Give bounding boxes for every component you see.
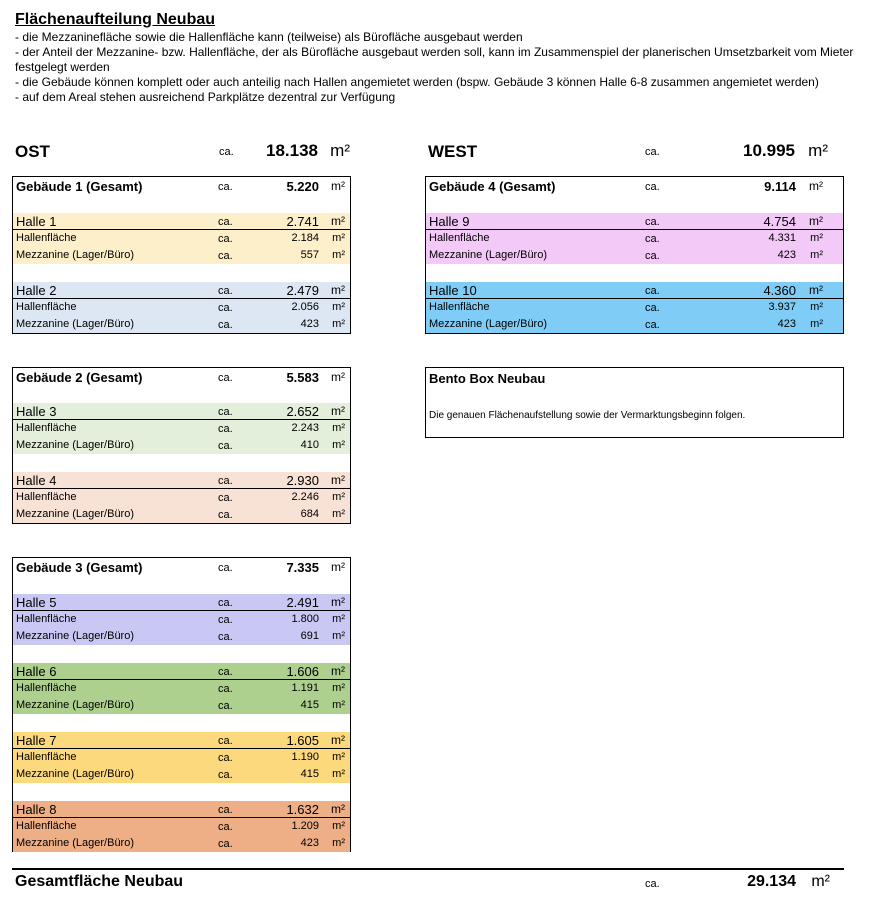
sub-value: 423: [300, 837, 319, 849]
sub-label: Mezzanine (Lager/Büro): [16, 249, 135, 261]
hall-value: 4.754: [763, 214, 796, 229]
sub-row: [13, 437, 350, 454]
unit-label: m²: [331, 283, 345, 297]
sub-value: 2.243: [291, 422, 319, 434]
ca-label: ca.: [218, 285, 233, 297]
ca-label: ca.: [218, 216, 233, 228]
ca-label: ca.: [645, 146, 660, 158]
hall-value: 1.606: [286, 664, 319, 679]
building-value: 5.583: [286, 370, 319, 385]
ost-label: OST: [15, 142, 50, 161]
unit-label: m²: [811, 873, 830, 890]
total-row: [15, 872, 845, 894]
sub-label: Hallenfläche: [16, 751, 77, 763]
unit-label: m²: [331, 595, 345, 609]
hall-row: [426, 213, 843, 230]
sub-row: [13, 697, 350, 714]
building-2-table: [12, 367, 351, 524]
ca-label: ca.: [218, 700, 233, 712]
sub-label: Mezzanine (Lager/Büro): [16, 768, 135, 780]
sub-row: [13, 749, 350, 766]
building-value: 7.335: [286, 560, 319, 575]
sub-label: Hallenfläche: [429, 232, 490, 244]
building-4-table: [425, 176, 844, 334]
hall-label: Halle 6: [16, 664, 57, 679]
unit-label: m²: [332, 820, 345, 832]
sub-value: 415: [300, 699, 319, 711]
unit-label: m²: [332, 249, 345, 261]
hall-value: 1.605: [286, 733, 319, 748]
sub-row: [13, 247, 350, 264]
sub-value: 410: [300, 439, 319, 451]
hall-value: 4.360: [763, 283, 796, 298]
ca-label: ca.: [645, 233, 660, 245]
sub-value: 423: [777, 249, 796, 261]
hall-row: [426, 282, 843, 299]
unit-label: m²: [332, 232, 345, 244]
unit-label: m²: [809, 214, 823, 228]
sub-value: 4.331: [768, 232, 796, 244]
sub-value: 1.190: [291, 751, 319, 763]
sub-label: Mezzanine (Lager/Büro): [16, 630, 135, 642]
ca-label: ca.: [645, 181, 660, 193]
unit-label: m²: [332, 491, 345, 503]
unit-label: m²: [331, 560, 345, 574]
sub-row: [13, 611, 350, 628]
sub-row: [426, 230, 843, 247]
ca-label: ca.: [645, 878, 660, 890]
building-3-table: [12, 557, 351, 852]
hall-label: Halle 9: [429, 214, 470, 229]
sub-label: Mezzanine (Lager/Büro): [16, 439, 135, 451]
sub-value: 2.184: [291, 232, 319, 244]
notes: [15, 30, 855, 105]
total-value: 29.134: [747, 873, 796, 890]
ca-label: ca.: [218, 597, 233, 609]
unit-label: m²: [332, 751, 345, 763]
page-title: Flächenaufteilung Neubau: [15, 11, 216, 28]
unit-label: m²: [332, 508, 345, 520]
unit-label: m²: [330, 141, 350, 160]
building-value: 9.114: [764, 179, 796, 194]
ca-label: ca.: [218, 614, 233, 626]
sub-row: [13, 818, 350, 835]
sub-label: Hallenfläche: [16, 491, 77, 503]
sub-row: [13, 420, 350, 437]
ca-label: ca.: [218, 804, 233, 816]
sub-row: [13, 628, 350, 645]
hall-label: Halle 4: [16, 473, 57, 488]
building-label: Gebäude 2 (Gesamt): [16, 370, 143, 385]
note-line: - die Mezzaninefläche sowie die Hallenfläche kann (teilweise) als Bürofläche ausgebaut werden: [15, 30, 523, 44]
hall-row: [13, 801, 350, 818]
west-header: [428, 140, 833, 164]
west-label: WEST: [428, 142, 478, 161]
sub-row: [13, 506, 350, 523]
unit-label: m²: [331, 404, 345, 418]
sub-row: [13, 230, 350, 247]
ca-label: ca.: [645, 319, 660, 331]
ca-label: ca.: [218, 302, 233, 314]
ost-header: [15, 140, 355, 164]
ca-label: ca.: [218, 666, 233, 678]
sub-row: [13, 766, 350, 783]
unit-label: m²: [810, 318, 823, 330]
hall-label: Halle 7: [16, 733, 57, 748]
building-total-row: [426, 177, 843, 197]
sub-row: [426, 316, 843, 333]
sub-row: [13, 680, 350, 697]
ca-label: ca.: [645, 285, 660, 297]
sub-value: 2.056: [291, 301, 319, 313]
ca-label: ca.: [218, 838, 233, 850]
unit-label: m²: [332, 682, 345, 694]
sub-label: Hallenfläche: [16, 820, 77, 832]
sub-label: Mezzanine (Lager/Büro): [16, 837, 135, 849]
note-line: - die Gebäude können komplett oder auch anteilig nach Hallen angemietet werden (bspw. Gebäude 3 können Halle 6-8 zusammen angemietet werden): [15, 75, 819, 89]
sub-value: 691: [300, 630, 319, 642]
unit-label: m²: [332, 422, 345, 434]
hall-label: Halle 8: [16, 802, 57, 817]
note-line: - der Anteil der Mezzanine- bzw. Hallenfläche, der als Bürofläche ausgebaut werden soll, kann im Zusammenspiel der planerischen Umsetzbarkeit vom Mieter festgelegt werden: [15, 45, 854, 74]
unit-label: m²: [810, 301, 823, 313]
ca-label: ca.: [218, 735, 233, 747]
ca-label: ca.: [218, 406, 233, 418]
hall-value: 2.741: [286, 214, 319, 229]
unit-label: m²: [331, 214, 345, 228]
hall-label: Halle 1: [16, 214, 57, 229]
ost-value: 18.138: [266, 141, 318, 160]
ca-label: ca.: [645, 250, 660, 262]
sub-value: 423: [777, 318, 796, 330]
sub-value: 557: [300, 249, 319, 261]
hall-row: [13, 594, 350, 611]
hall-value: 2.930: [286, 473, 319, 488]
sub-label: Hallenfläche: [16, 232, 77, 244]
hall-row: [13, 282, 350, 299]
unit-label: m²: [809, 283, 823, 297]
sub-value: 2.246: [291, 491, 319, 503]
ca-label: ca.: [218, 250, 233, 262]
west-value: 10.995: [743, 141, 795, 160]
ca-label: ca.: [218, 475, 233, 487]
sub-label: Mezzanine (Lager/Büro): [429, 318, 548, 330]
sub-row: [13, 316, 350, 333]
sub-label: Hallenfläche: [16, 301, 77, 313]
sub-row: [426, 247, 843, 264]
unit-label: m²: [331, 179, 345, 193]
building-label: Gebäude 4 (Gesamt): [429, 179, 556, 194]
ca-label: ca.: [219, 146, 234, 158]
hall-value: 2.652: [286, 404, 319, 419]
sub-row: [13, 299, 350, 316]
unit-label: m²: [808, 141, 828, 160]
ca-label: ca.: [218, 233, 233, 245]
sub-label: Mezzanine (Lager/Büro): [16, 508, 135, 520]
building-label: Gebäude 3 (Gesamt): [16, 560, 143, 575]
sub-row: [13, 489, 350, 506]
sub-label: Mezzanine (Lager/Büro): [16, 318, 135, 330]
ca-label: ca.: [218, 752, 233, 764]
sub-value: 1.800: [291, 613, 319, 625]
ca-label: ca.: [218, 440, 233, 452]
hall-label: Halle 10: [429, 283, 477, 298]
unit-label: m²: [332, 699, 345, 711]
hall-label: Halle 5: [16, 595, 57, 610]
bento-text: Die genauen Flächenaufstellung sowie der Vermarktungsbeginn folgen.: [429, 410, 746, 421]
unit-label: m²: [332, 439, 345, 451]
sub-row: [13, 835, 350, 852]
ca-label: ca.: [218, 631, 233, 643]
ca-label: ca.: [218, 769, 233, 781]
hall-value: 2.479: [286, 283, 319, 298]
hall-row: [13, 403, 350, 420]
hall-row: [13, 213, 350, 230]
ca-label: ca.: [218, 492, 233, 504]
sub-label: Hallenfläche: [16, 422, 77, 434]
ca-label: ca.: [218, 372, 233, 384]
sub-label: Hallenfläche: [16, 613, 77, 625]
ca-label: ca.: [645, 216, 660, 228]
unit-label: m²: [332, 301, 345, 313]
unit-label: m²: [331, 802, 345, 816]
building-1-table: [12, 176, 351, 334]
bento-label: Bento Box Neubau: [429, 371, 546, 386]
sub-label: Mezzanine (Lager/Büro): [429, 249, 548, 261]
sub-value: 684: [300, 508, 319, 520]
hall-row: [13, 663, 350, 680]
ca-label: ca.: [218, 319, 233, 331]
sub-label: Hallenfläche: [429, 301, 490, 313]
sub-row: [426, 299, 843, 316]
ca-label: ca.: [218, 423, 233, 435]
building-value: 5.220: [286, 179, 319, 194]
building-total-row: [13, 368, 350, 388]
ca-label: ca.: [218, 562, 233, 574]
sub-value: 1.191: [291, 682, 319, 694]
hall-row: [13, 472, 350, 489]
unit-label: m²: [810, 249, 823, 261]
hall-value: 1.632: [286, 802, 319, 817]
building-total-row: [13, 177, 350, 197]
unit-label: m²: [332, 613, 345, 625]
unit-label: m²: [331, 370, 345, 384]
unit-label: m²: [331, 473, 345, 487]
hall-value: 2.491: [286, 595, 319, 610]
building-total-row: [13, 558, 350, 578]
total-label: Gesamtfläche Neubau: [15, 873, 184, 890]
ca-label: ca.: [645, 302, 660, 314]
note-line: - auf dem Areal stehen ausreichend Parkplätze dezentral zur Verfügung: [15, 90, 396, 104]
unit-label: m²: [331, 733, 345, 747]
bento-box-table: [425, 367, 844, 438]
sub-label: Mezzanine (Lager/Büro): [16, 699, 135, 711]
unit-label: m²: [332, 630, 345, 642]
hall-label: Halle 3: [16, 404, 57, 419]
ca-label: ca.: [218, 181, 233, 193]
unit-label: m²: [332, 318, 345, 330]
unit-label: m²: [810, 232, 823, 244]
hall-label: Halle 2: [16, 283, 57, 298]
sub-value: 3.937: [768, 301, 796, 313]
sub-label: Hallenfläche: [16, 682, 77, 694]
unit-label: m²: [331, 664, 345, 678]
unit-label: m²: [809, 179, 823, 193]
unit-label: m²: [332, 837, 345, 849]
sub-value: 423: [300, 318, 319, 330]
building-label: Gebäude 1 (Gesamt): [16, 179, 143, 194]
hall-row: [13, 732, 350, 749]
ca-label: ca.: [218, 821, 233, 833]
sub-value: 1.209: [291, 820, 319, 832]
sub-value: 415: [300, 768, 319, 780]
footer-divider: [12, 868, 844, 870]
unit-label: m²: [332, 768, 345, 780]
ca-label: ca.: [218, 509, 233, 521]
ca-label: ca.: [218, 683, 233, 695]
